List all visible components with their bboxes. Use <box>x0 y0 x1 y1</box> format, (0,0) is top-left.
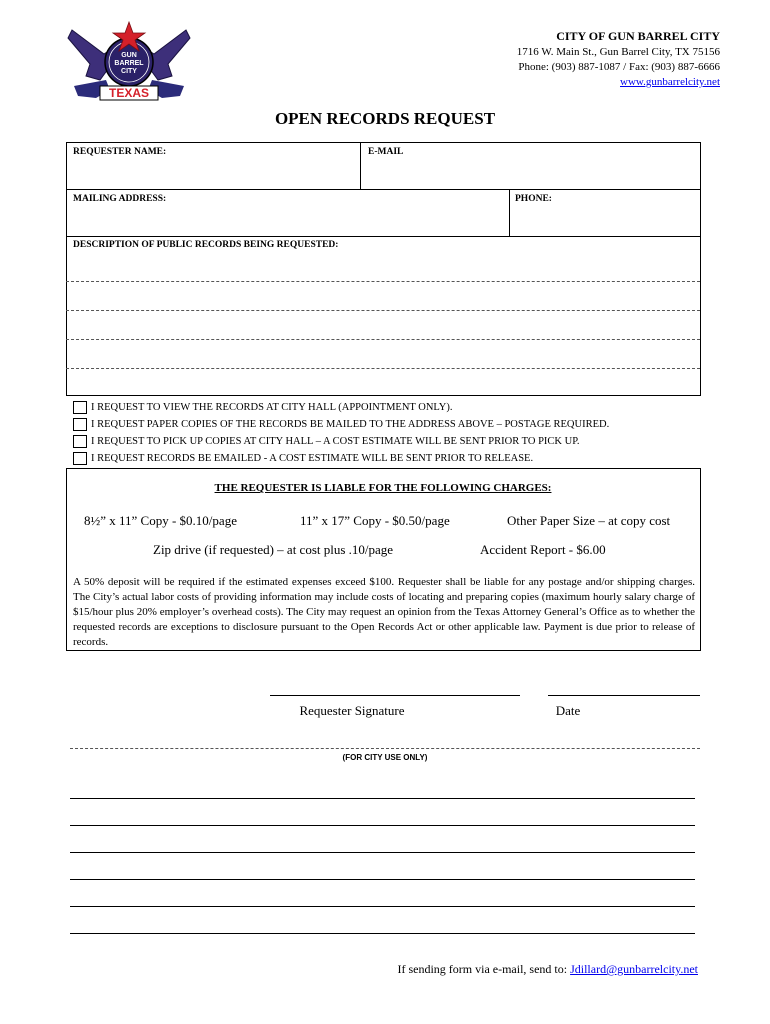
city-address: 1716 W. Main St., Gun Barrel City, TX 75156 <box>516 46 720 58</box>
description-line[interactable] <box>66 339 700 340</box>
fee-accident-report: Accident Report - $6.00 <box>480 542 606 557</box>
date-label: Date <box>555 703 581 718</box>
option-label: I REQUEST PAPER COPIES OF THE RECORDS BE MAILED TO THE ADDRESS ABOVE – POSTAGE REQUIRED. <box>91 419 610 430</box>
signature-line[interactable] <box>270 695 520 696</box>
city-use-only-label: (FOR CITY USE ONLY) <box>342 753 428 762</box>
city-phone-fax: Phone: (903) 887-1087 / Fax: (903) 887-6666 <box>518 61 720 73</box>
option-email-records[interactable] <box>73 451 533 466</box>
phone-field[interactable] <box>511 205 700 235</box>
option-mail-copies[interactable] <box>73 417 609 432</box>
requester-name-label: REQUESTER NAME: <box>73 147 167 157</box>
page-title: OPEN RECORDS REQUEST <box>274 109 496 128</box>
description-line[interactable] <box>66 281 700 282</box>
option-label: I REQUEST RECORDS BE EMAILED - A COST ESTIMATE WILL BE SENT PRIOR TO RELEASE. <box>91 453 534 464</box>
city-use-line[interactable] <box>70 879 695 880</box>
mailing-address-label: MAILING ADDRESS: <box>73 194 167 204</box>
deposit-notice: A 50% deposit will be required if the estimated expenses exceed $100. Requester shall be liable for any postage and/or shipping charges. The City’s actual labor costs of providing information may include costs of locating and preparing copies (maximum hourly salary charge of $15/hour plus 20% employer’s overhead costs). The City may request an opinion from the Texas Attorney General’s Office as to whether the requested records are exceptions to disclosure pursuant to the Open Records Act or other applicable law. Payment is due prior to release of records. <box>73 576 695 648</box>
footer-email-link[interactable]: Jdillard@gunbarrelcity.net <box>570 962 698 976</box>
footer-text: If sending form via e-mail, send to: <box>397 962 568 976</box>
divider <box>66 189 701 190</box>
divider <box>66 236 701 237</box>
footer-note <box>397 962 698 977</box>
mailing-address-field[interactable] <box>67 205 508 235</box>
email-label: E-MAIL <box>368 147 404 157</box>
date-line[interactable] <box>548 695 700 696</box>
checkbox[interactable] <box>73 401 87 414</box>
divider <box>360 142 361 189</box>
option-pickup-copies[interactable] <box>73 434 580 449</box>
separator-dashed <box>70 748 700 749</box>
email-field[interactable] <box>362 158 700 188</box>
city-use-line[interactable] <box>70 933 695 934</box>
city-website-link[interactable]: www.gunbarrelcity.net <box>620 76 720 88</box>
requester-name-field[interactable] <box>67 158 359 188</box>
logo-text-texas: TEXAS <box>108 86 150 100</box>
fee-letter-copy: 8½” x 11” Copy - $0.10/page <box>84 513 237 528</box>
logo-text-gun: GUN <box>121 52 137 59</box>
city-use-line[interactable] <box>70 825 695 826</box>
fee-other-paper: Other Paper Size – at copy cost <box>507 513 671 528</box>
option-label: I REQUEST TO VIEW THE RECORDS AT CITY HALL (APPOINTMENT ONLY). <box>91 402 453 413</box>
city-use-line[interactable] <box>70 906 695 907</box>
option-label: I REQUEST TO PICK UP COPIES AT CITY HALL – A COST ESTIMATE WILL BE SENT PRIOR TO PICK UP. <box>91 436 580 447</box>
option-view-records[interactable] <box>73 400 453 415</box>
checkbox[interactable] <box>73 435 87 448</box>
logo-text-city: CITY <box>121 68 137 75</box>
city-name: CITY OF GUN BARREL CITY <box>556 29 720 43</box>
charges-title: THE REQUESTER IS LIABLE FOR THE FOLLOWING CHARGES: <box>214 482 552 494</box>
description-label: DESCRIPTION OF PUBLIC RECORDS BEING REQUESTED: <box>73 240 339 250</box>
divider <box>509 189 510 236</box>
city-logo <box>66 20 192 102</box>
phone-label: PHONE: <box>515 194 552 204</box>
fee-zip-drive: Zip drive (if requested) – at cost plus .10/page <box>153 542 394 557</box>
fee-ledger-copy: 11” x 17” Copy - $0.50/page <box>300 513 450 528</box>
signature-label: Requester Signature <box>299 703 405 718</box>
city-use-line[interactable] <box>70 852 695 853</box>
checkbox[interactable] <box>73 452 87 465</box>
description-line[interactable] <box>66 368 700 369</box>
city-use-line[interactable] <box>70 798 695 799</box>
description-line[interactable] <box>66 310 700 311</box>
logo-text-barrel: BARREL <box>114 60 144 67</box>
checkbox[interactable] <box>73 418 87 431</box>
